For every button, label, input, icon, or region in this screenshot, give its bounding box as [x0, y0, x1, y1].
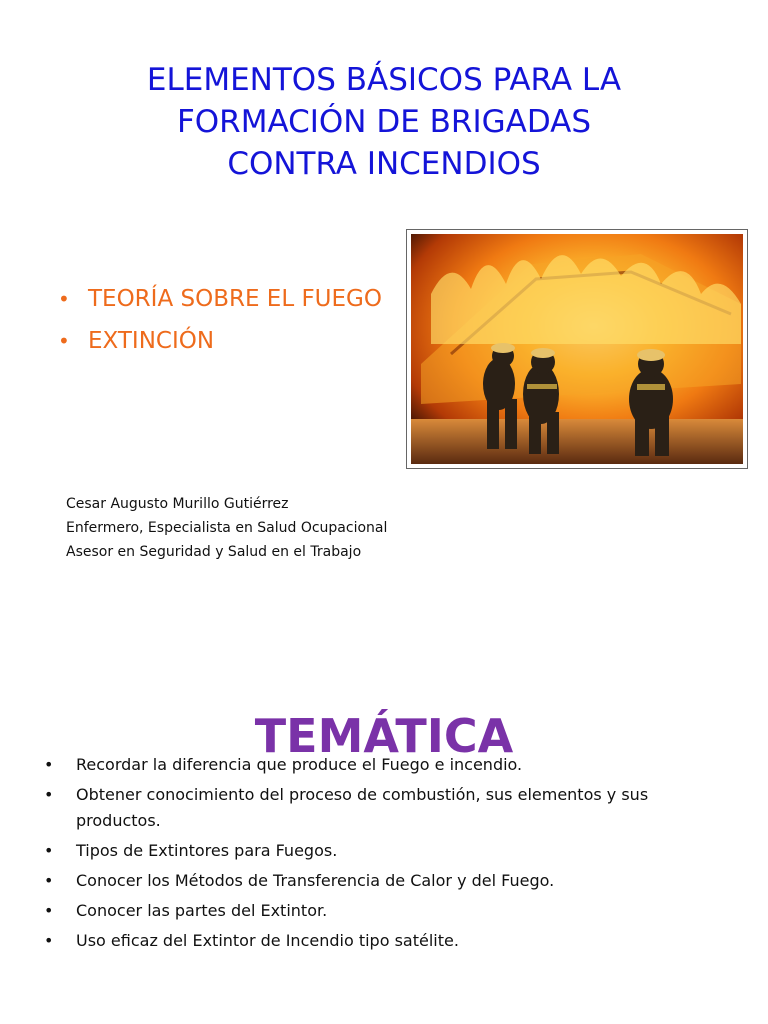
bullet-icon: • — [44, 931, 54, 950]
list-item — [44, 928, 724, 954]
slide-title — [40, 59, 728, 185]
list-item-text: Obtener conocimiento del proceso de combustión, sus elementos y sus productos. — [76, 785, 649, 830]
topic-bullets — [58, 278, 382, 362]
author-name: Cesar Augusto Murillo Gutiérrez — [66, 496, 289, 512]
list-item — [44, 898, 724, 924]
tematica-title: TEMÁTICA — [254, 709, 514, 764]
list-item — [44, 752, 724, 778]
author-role: Asesor en Seguridad y Salud en el Trabajo — [66, 544, 362, 560]
slide-2 — [0, 630, 768, 1024]
title-line: ELEMENTOS BÁSICOS PARA LA — [146, 61, 622, 98]
list-item-text: Conocer las partes del Extintor. — [76, 901, 328, 920]
bullet-icon: • — [44, 901, 54, 920]
list-item-text: Recordar la diferencia que produce el Fuego e incendio. — [76, 755, 523, 774]
author-info — [66, 492, 387, 564]
title-line: FORMACIÓN DE BRIGADAS — [176, 103, 592, 140]
firefighters-house-fire-photo — [406, 229, 748, 469]
author-title: Enfermero, Especialista en Salud Ocupacional — [66, 520, 388, 536]
bullet-icon: • — [44, 785, 54, 804]
tematica-list — [44, 752, 724, 958]
bullet-icon: • — [58, 287, 70, 311]
list-item-text: Tipos de Extintores para Fuegos. — [76, 841, 338, 860]
topic-label: TEORÍA SOBRE EL FUEGO — [88, 286, 382, 312]
topic-item — [58, 320, 382, 362]
topic-item — [58, 278, 382, 320]
list-item — [44, 782, 724, 834]
list-item — [44, 838, 724, 864]
bullet-icon: • — [44, 871, 54, 890]
bullet-icon: • — [44, 755, 54, 774]
fire-photo-illustration — [411, 234, 743, 464]
bullet-icon: • — [44, 841, 54, 860]
list-item-text: Uso eficaz del Extintor de Incendio tipo satélite. — [76, 931, 459, 950]
title-line: CONTRA INCENDIOS — [227, 145, 541, 182]
topic-label: EXTINCIÓN — [88, 328, 215, 354]
list-item — [44, 868, 724, 894]
bullet-icon: • — [58, 329, 70, 353]
list-item-text: Conocer los Métodos de Transferencia de Calor y del Fuego. — [76, 871, 555, 890]
